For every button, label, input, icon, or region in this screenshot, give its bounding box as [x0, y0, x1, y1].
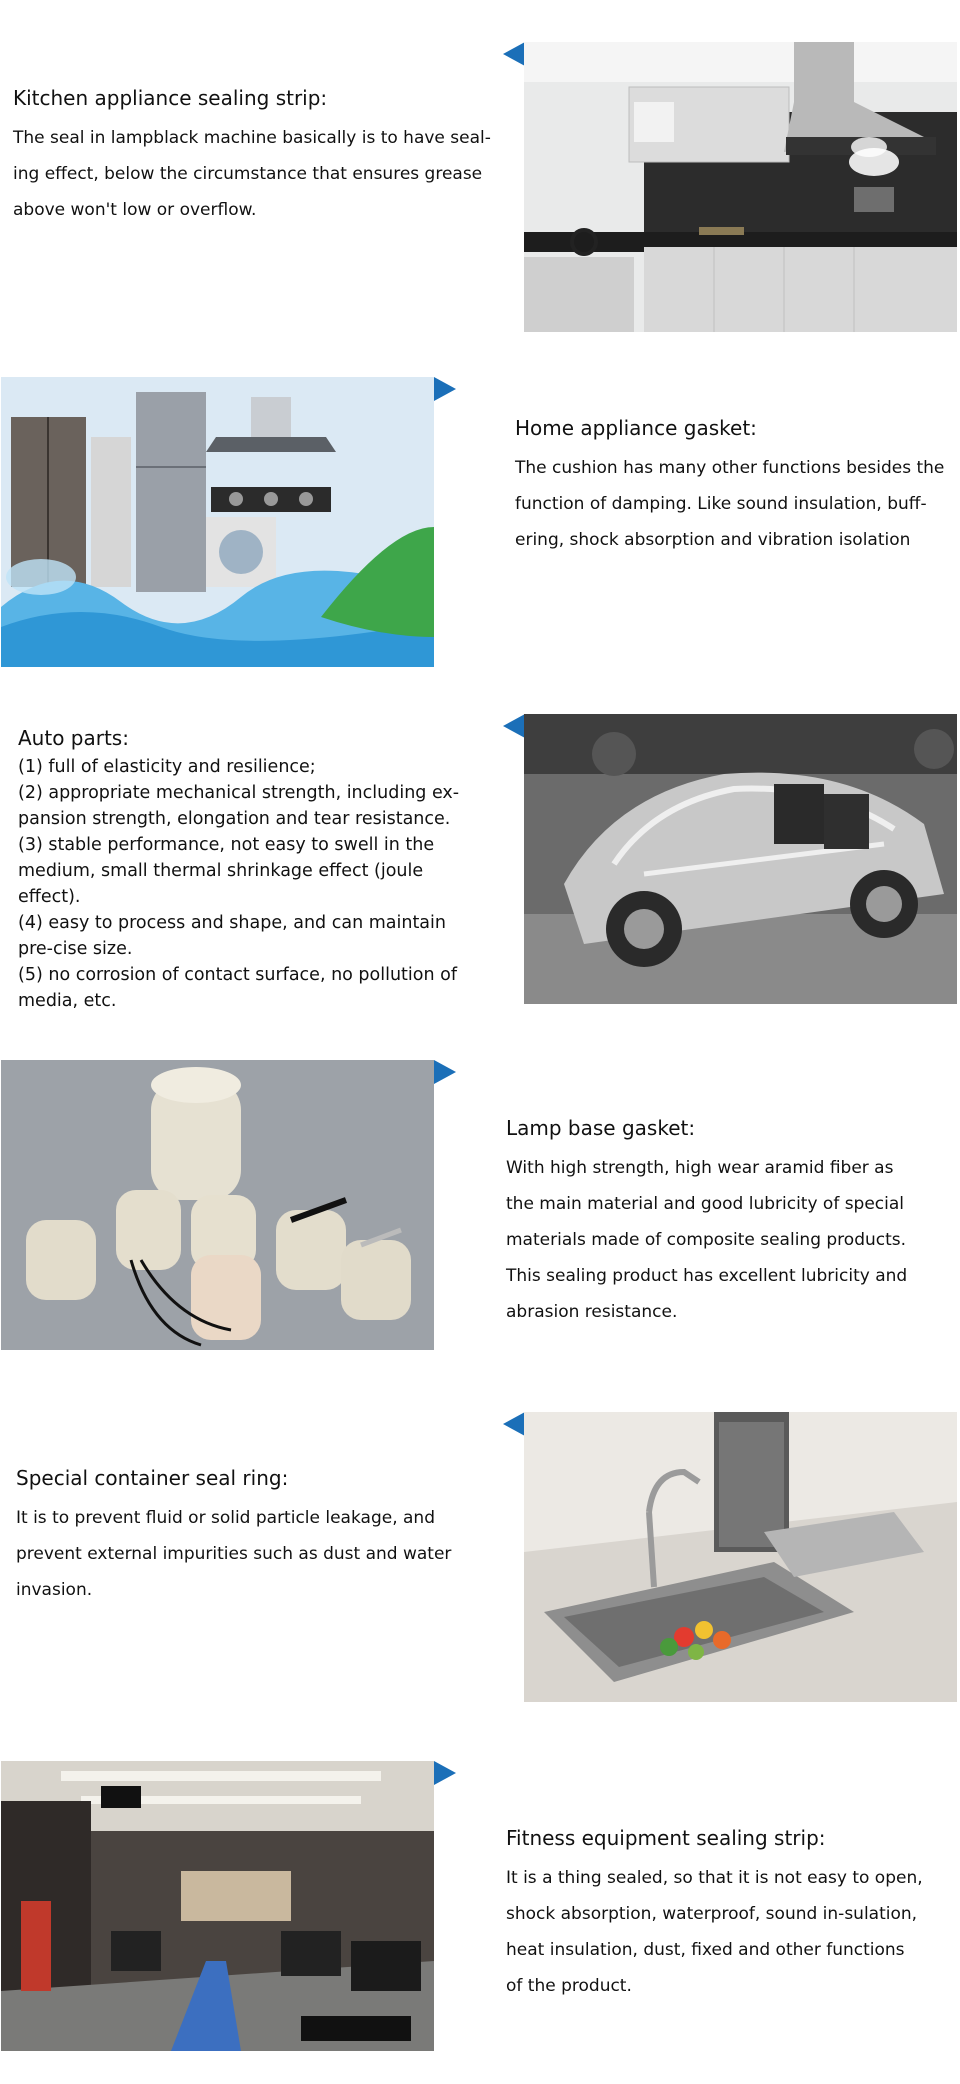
lamp-base-body: With high strength, high wear aramid fiber as the main material and good lubricity of special materials made of composite sealing products. This sealing product has excellent lubricity and abrasion resistance. — [506, 1158, 908, 1322]
lamp-base-title: Lamp base gasket: — [506, 1116, 696, 1140]
section-special-container — [0, 1410, 960, 1750]
special-container-title: Special container seal ring: — [16, 1466, 289, 1490]
right-arrow-marker-icon — [434, 1060, 456, 1084]
home-appliance-title: Home appliance gasket: — [515, 416, 757, 440]
special-container-text — [16, 1464, 496, 1608]
right-arrow-marker-icon — [434, 377, 456, 401]
lamp-sockets-photo — [1, 1060, 434, 1350]
car-chassis-photo — [524, 714, 957, 1004]
auto-parts-list — [18, 754, 478, 1014]
left-arrow-marker-icon — [503, 42, 525, 66]
list-item: (2) appropriate mechanical strength, including ex-pansion strength, elongation and tear resistance. — [18, 783, 460, 829]
left-arrow-marker-icon — [503, 1412, 525, 1436]
lamp-base-text — [506, 1114, 926, 1330]
section-home-appliance — [0, 370, 960, 700]
kitchen-title: Kitchen appliance sealing strip: — [13, 86, 328, 110]
section-kitchen — [0, 0, 960, 340]
fitness-body: It is a thing sealed, so that it is not easy to open, shock absorption, waterproof, sound in-sulation, heat insulation, dust, fixed and other functions of the product. — [506, 1868, 923, 1996]
auto-parts-text — [18, 724, 478, 1014]
list-item: (1) full of elasticity and resilience; — [18, 757, 316, 777]
fitness-text — [506, 1824, 926, 2004]
list-item: (4) easy to process and shape, and can maintain pre-cise size. — [18, 913, 446, 959]
home-appliance-text — [515, 414, 955, 558]
kitchen-range-hood-photo — [524, 42, 957, 332]
section-auto-parts — [0, 700, 960, 1060]
list-item: (5) no corrosion of contact surface, no pollution of media, etc. — [18, 965, 458, 1011]
special-container-body: It is to prevent fluid or solid particle leakage, and prevent external impurities such as dust and water invasion. — [16, 1508, 452, 1600]
kitchen-body: The seal in lampblack machine basically is to have seal-ing effect, below the circumstance that ensures grease above won't low or overflow. — [13, 128, 491, 220]
fitness-showroom-photo — [1, 1761, 434, 2051]
fitness-title: Fitness equipment sealing strip: — [506, 1826, 826, 1850]
home-appliance-body: The cushion has many other functions besides the function of damping. Like sound insulation, buff-ering, shock absorption and vibration isolation — [515, 458, 945, 550]
list-item: (3) stable performance, not easy to swell in the medium, small thermal shrinkage effect (joule effect). — [18, 835, 435, 907]
kitchen-sink-photo — [524, 1412, 957, 1702]
left-arrow-marker-icon — [503, 714, 525, 738]
kitchen-text — [13, 84, 493, 228]
home-appliances-splash-photo — [1, 377, 434, 667]
section-fitness — [0, 1750, 960, 2084]
auto-parts-title: Auto parts: — [18, 726, 129, 750]
section-lamp-base — [0, 1060, 960, 1410]
right-arrow-marker-icon — [434, 1761, 456, 1785]
